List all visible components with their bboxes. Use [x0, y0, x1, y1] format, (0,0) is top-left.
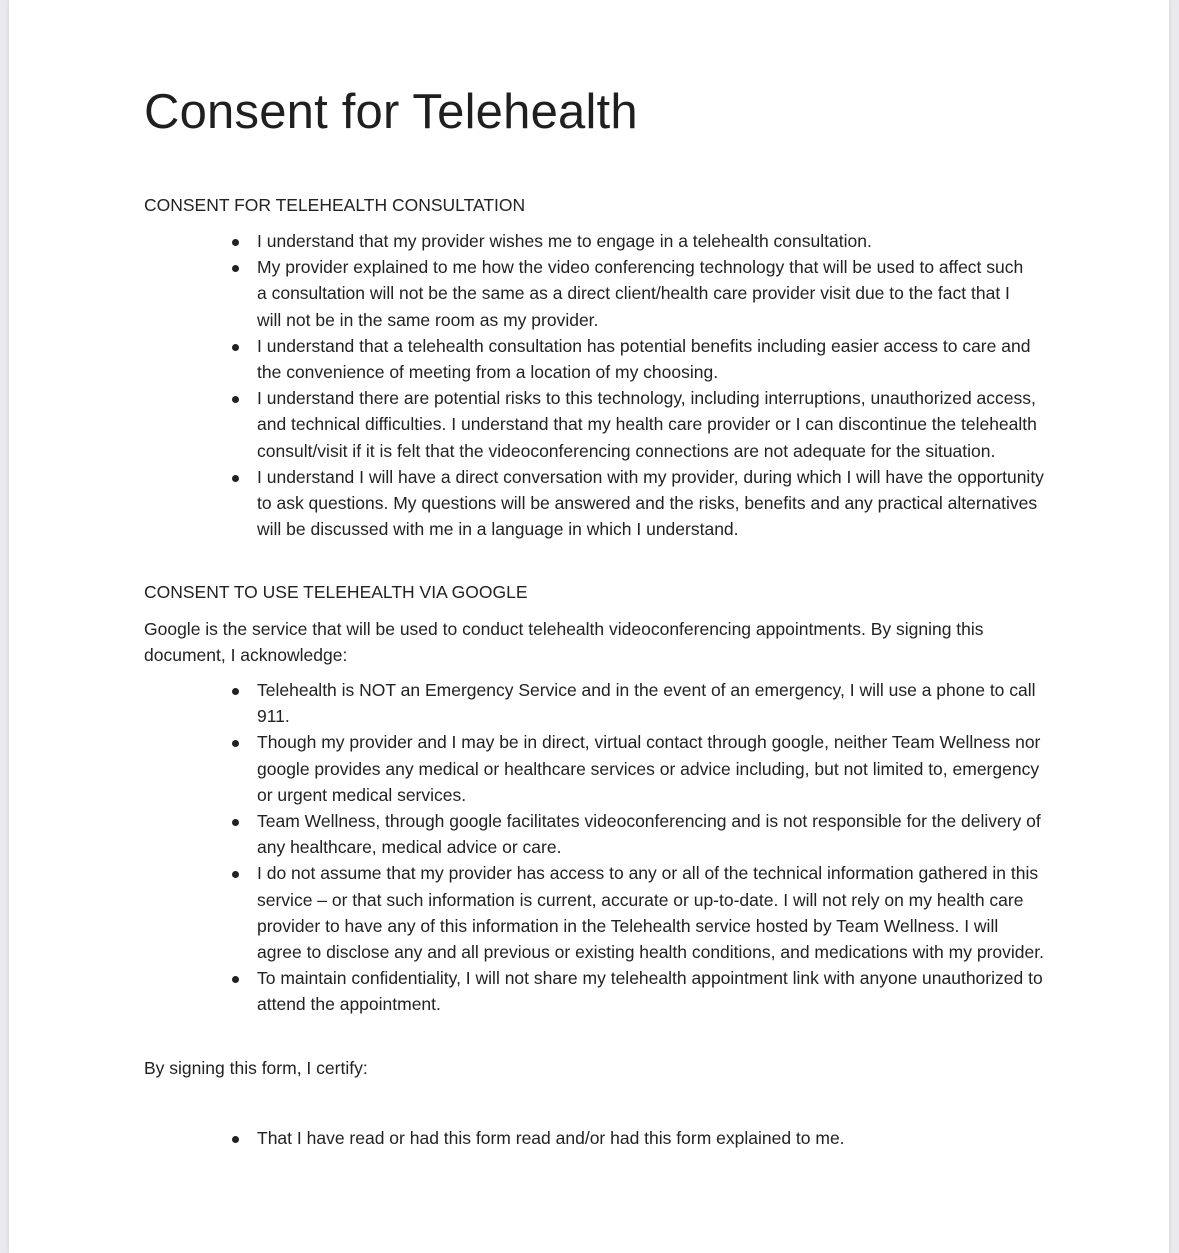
bullet-icon — [232, 871, 239, 878]
list-item: Though my provider and I may be in direct, virtual contact through google, neither Team Wellness nor google provides any medical or healthcare services or advice including, but not limited to, emergency or urgent medical services. — [144, 729, 1044, 808]
list-item: I do not assume that my provider has access to any or all of the technical information gathered in this service – or that such information is current, accurate or up-to-date. I will not rely on my health care provider to have any of this information in the Telehealth service hosted by Team Wellness. I will agree to disclose any and all previous or existing health conditions, and medications with my provider. — [144, 860, 1044, 965]
list-item: To maintain confidentiality, I will not share my telehealth appointment link with anyone unauthorized to attend the appointment. — [144, 965, 1044, 1017]
bullet-icon — [232, 740, 239, 747]
bullet-icon — [232, 475, 239, 482]
document-page — [9, 0, 1169, 1253]
list-item: Telehealth is NOT an Emergency Service and in the event of an emergency, I will use a phone to call 911. — [144, 677, 1044, 729]
bullet-icon — [232, 819, 239, 826]
certify-list — [144, 1125, 1044, 1151]
bullet-icon — [232, 1136, 239, 1143]
bullet-icon — [232, 344, 239, 351]
bullet-icon — [232, 976, 239, 983]
consultation-list — [144, 228, 1044, 542]
document-title: Consent for Telehealth — [144, 85, 638, 139]
list-item: I understand there are potential risks to this technology, including interruptions, unauthorized access, and technical difficulties. I understand that my health care provider or I can discontinue the telehealth consult/visit if it is felt that the videoconferencing connections are not adequate for the situation. — [144, 385, 1044, 464]
bullet-icon — [232, 688, 239, 695]
section-heading-consultation: CONSENT FOR TELEHEALTH CONSULTATION — [144, 195, 526, 215]
bullet-icon — [232, 239, 239, 246]
list-item: My provider explained to me how the video conferencing technology that will be used to affect such a consultation will not be the same as a direct client/health care provider visit due to the fact that I will not be in the same room as my provider. — [144, 254, 1044, 333]
bullet-icon — [232, 396, 239, 403]
list-item: Team Wellness, through google facilitates videoconferencing and is not responsible for the delivery of any healthcare, medical advice or care. — [144, 808, 1044, 860]
certify-intro-paragraph: By signing this form, I certify: — [144, 1058, 368, 1078]
section-heading-google: CONSENT TO USE TELEHEALTH VIA GOOGLE — [144, 582, 528, 602]
google-acknowledgement-list — [144, 677, 1044, 1018]
list-item: I understand that my provider wishes me to engage in a telehealth consultation. — [144, 228, 1044, 254]
bullet-icon — [232, 265, 239, 272]
google-intro-paragraph: Google is the service that will be used to conduct telehealth videoconferencing appointments. By signing this document, I acknowledge: — [144, 619, 984, 666]
list-item: I understand that a telehealth consultation has potential benefits including easier access to care and the convenience of meeting from a location of my choosing. — [144, 333, 1044, 385]
list-item: I understand I will have a direct conversation with my provider, during which I will have the opportunity to ask questions. My questions will be answered and the risks, benefits and any practical alternatives will be discussed with me in a language in which I understand. — [144, 464, 1044, 543]
list-item: That I have read or had this form read and/or had this form explained to me. — [144, 1125, 1044, 1151]
